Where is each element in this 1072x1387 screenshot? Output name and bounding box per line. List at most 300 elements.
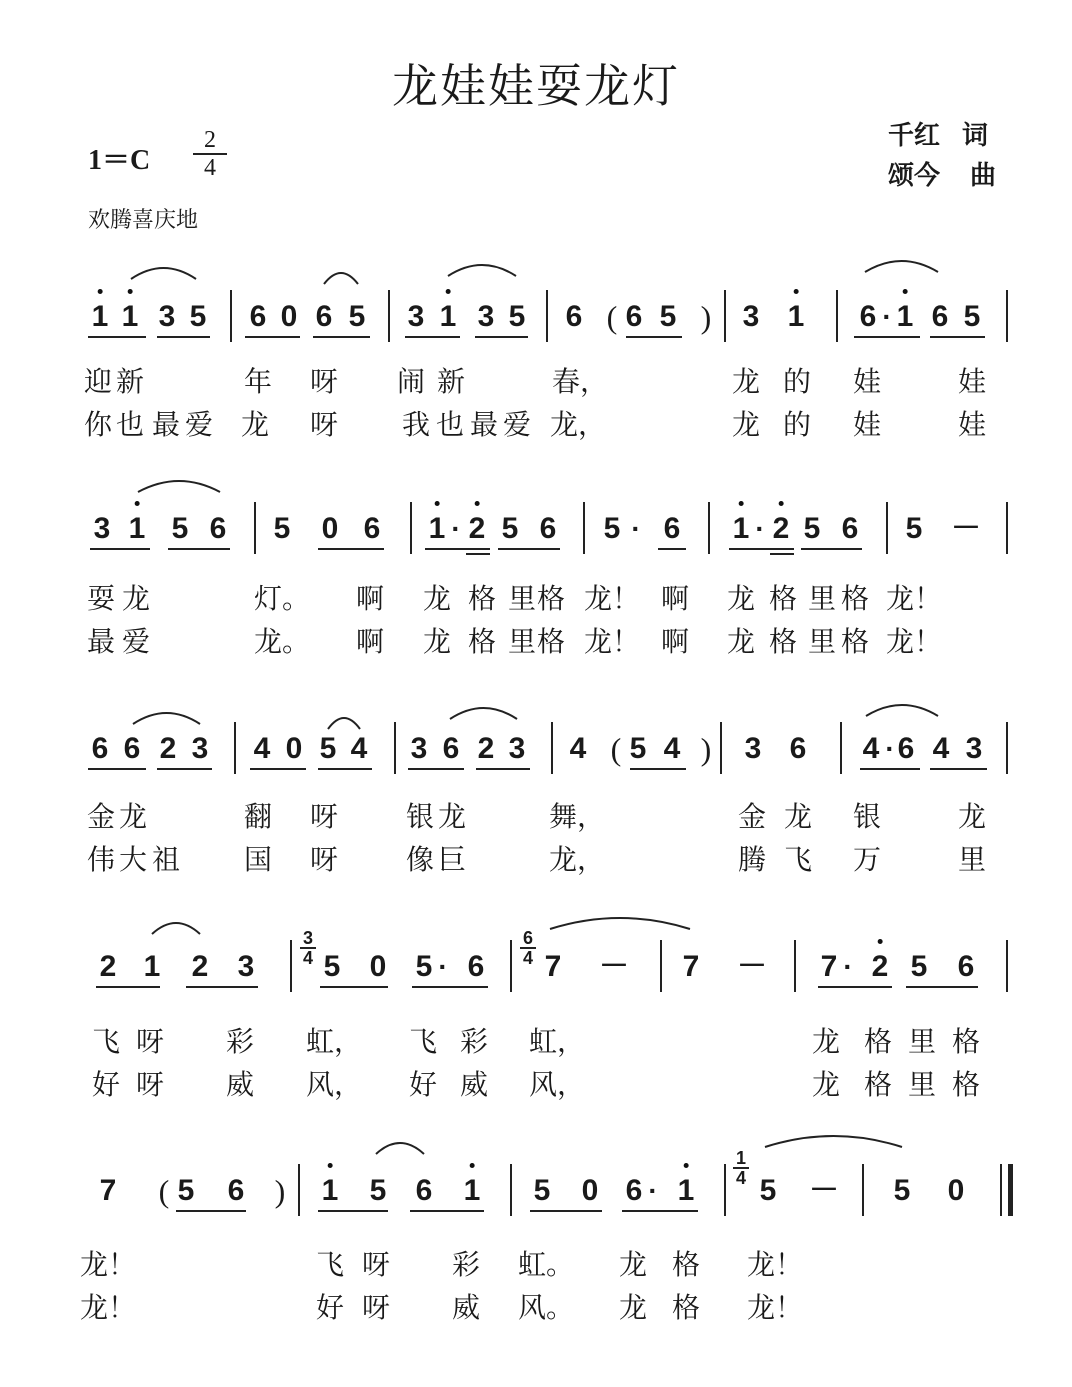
octave-dot (435, 501, 440, 506)
lyric-verse-1: 春， (551, 365, 609, 398)
note: 6 (363, 512, 381, 545)
lyric-verse-2: 里 (907, 1068, 937, 1101)
barline (1008, 1164, 1013, 1216)
augmentation-dot: · (882, 301, 892, 332)
lyric-verse-1: 银 (405, 800, 435, 833)
beam (88, 336, 146, 338)
paren: ( (610, 731, 622, 767)
note: 6 (897, 732, 915, 765)
note: 3 (191, 732, 209, 765)
lyric-verse-1: 龙！ (746, 1248, 804, 1281)
slur (864, 698, 940, 720)
lyric-verse-1: 格 (863, 1025, 893, 1058)
beam (88, 768, 146, 770)
note: － (809, 1174, 839, 1207)
lyric-verse-2: 龙！ (583, 625, 641, 658)
barline (840, 722, 842, 774)
lyric-verse-2: 娃 (852, 408, 882, 441)
octave-dot (446, 289, 451, 294)
note: 3 (508, 732, 526, 765)
note: 6 (663, 512, 681, 545)
lyric-verse-2: 格 (671, 1291, 701, 1324)
lyric-verse-1: 格 (467, 582, 497, 615)
lyric-verse-2: 巨 (437, 843, 467, 876)
beam (894, 768, 920, 770)
lyric-verse-2: 威 (459, 1068, 489, 1101)
lyric-verse-2: 腾 (737, 843, 767, 876)
augmentation-dot: · (438, 951, 448, 982)
lyric-verse-1: 呀 (309, 800, 339, 833)
note: 6 (625, 1174, 643, 1207)
lyric-verse-1: 新 (115, 365, 145, 398)
note: 6 (565, 300, 583, 333)
lyric-verse-1: 呀 (309, 365, 339, 398)
lyric-verse-2: 龙！ (79, 1291, 137, 1324)
lyric-verse-2: 呀 (309, 843, 339, 876)
lyric-verse-1: 飞 (91, 1025, 121, 1058)
lyric-verse-1: 彩 (459, 1025, 489, 1058)
lyric-verse-2: 也 (435, 408, 465, 441)
note: 1 (464, 1176, 481, 1206)
slur (326, 711, 362, 733)
note: 5 (533, 1174, 551, 1207)
note: 3 (744, 732, 762, 765)
lyric-verse-1: 虹， (305, 1025, 363, 1058)
lyric-verse-2: 龙 (618, 1291, 648, 1324)
lyric-verse-2: 啊 (660, 625, 690, 658)
lyric-verse-1: 龙 (437, 800, 467, 833)
beam (930, 768, 987, 770)
lyric-verse-1: 啊 (660, 582, 690, 615)
time-signature-top: 2 (204, 127, 216, 153)
note: 0 (369, 950, 387, 983)
key-signature: 1＝C (88, 145, 151, 176)
time-signature-bottom: 4 (204, 155, 216, 181)
augmentation-dot: · (648, 1175, 658, 1206)
lyric-verse-1: 啊 (355, 582, 385, 615)
beam (405, 336, 460, 338)
lyric-verse-2: 龙， (549, 408, 607, 441)
slur (131, 706, 202, 728)
barline (1000, 1164, 1002, 1216)
beam (157, 336, 210, 338)
note: 5 (319, 732, 337, 765)
note: 1 (122, 302, 139, 332)
note: 5 (348, 300, 366, 333)
lyric-verse-2: 格 (768, 625, 798, 658)
barline (394, 722, 396, 774)
lyric-verse-2: 呀 (309, 408, 339, 441)
note: － (951, 512, 981, 545)
lyric-verse-2: 飞 (783, 843, 813, 876)
note: 0 (285, 732, 303, 765)
slur (446, 258, 518, 280)
lyric-verse-2: 伟 (86, 843, 116, 876)
octave-dot (328, 1163, 333, 1168)
note: 5 (803, 512, 821, 545)
note: 5 (905, 512, 923, 545)
barline (410, 502, 412, 554)
lyric-verse-1: 格 (951, 1025, 981, 1058)
note: 2 (477, 732, 495, 765)
beam (186, 986, 258, 988)
note: 6 (625, 300, 643, 333)
slur (322, 266, 360, 288)
lyric-verse-2: 娃 (957, 408, 987, 441)
lyric-verse-2: 好 (408, 1068, 438, 1101)
note: 0 (280, 300, 298, 333)
slur (448, 701, 519, 723)
barline (1006, 722, 1008, 774)
beam (801, 548, 862, 550)
meter-bottom: 4 (522, 948, 533, 968)
lyric-verse-1: 彩 (225, 1025, 255, 1058)
meter-change (733, 1150, 749, 1186)
lyric-verse-1: 龙 (422, 582, 452, 615)
note: 5 (508, 300, 526, 333)
beam (250, 768, 306, 770)
note: 4 (350, 732, 368, 765)
note: 6 (209, 512, 227, 545)
beam (498, 548, 560, 550)
lyric-verse-2: 格 (536, 625, 566, 658)
beam (410, 1210, 484, 1212)
note: 1 (129, 514, 146, 544)
octave-dot (739, 501, 744, 506)
note: 3 (237, 950, 255, 983)
beam (674, 1210, 698, 1212)
beam (854, 336, 920, 338)
note: 1 (143, 950, 161, 983)
note: 5 (369, 1174, 387, 1207)
lyric-verse-1: 龙！ (79, 1248, 137, 1281)
lyric-verse-1: 龙 (957, 800, 987, 833)
barline (1006, 502, 1008, 554)
note: 7 (544, 950, 562, 983)
lyric-verse-1: 里 (907, 1025, 937, 1058)
lyric-verse-2: 大 (118, 843, 148, 876)
lyric-verse-1: 金 (86, 800, 116, 833)
augmentation-dot: · (885, 733, 895, 764)
lyric-verse-1: 里 (507, 582, 537, 615)
note: 4 (862, 732, 880, 765)
note: 6 (957, 950, 975, 983)
barline (724, 290, 726, 342)
note: 6 (249, 300, 267, 333)
meter-change (520, 930, 536, 966)
lyric-verse-2: 国 (243, 843, 273, 876)
barline (708, 502, 710, 554)
beam (318, 768, 372, 770)
augmentation-dot: · (631, 513, 641, 544)
octave-dot (128, 289, 133, 294)
note: 6 (789, 732, 807, 765)
barline (510, 1164, 512, 1216)
lyric-verse-1: 龙！ (583, 582, 641, 615)
beam (475, 336, 528, 338)
barline (290, 940, 292, 992)
lyric-verse-2: 龙 (731, 408, 761, 441)
barline (298, 1164, 300, 1216)
note: 2 (99, 950, 117, 983)
beam (313, 336, 370, 338)
lyric-verse-1: 里 (807, 582, 837, 615)
note: 5 (629, 732, 647, 765)
beam (176, 1210, 246, 1212)
song-title: 龙娃娃耍龙灯 (392, 59, 680, 113)
lyric-verse-2: 龙 (240, 408, 270, 441)
barline (724, 1164, 726, 1216)
barline (794, 940, 796, 992)
lyric-verse-2: 格 (951, 1068, 981, 1101)
lyric-verse-2: 格 (467, 625, 497, 658)
note: 2 (773, 514, 790, 544)
barline (1006, 940, 1008, 992)
beam (770, 553, 794, 555)
note: 3 (410, 732, 428, 765)
octave-dot (794, 289, 799, 294)
lyric-verse-1: 龙 (121, 582, 151, 615)
lyric-verse-2: 爱 (502, 408, 532, 441)
lyric-verse-1: 龙 (811, 1025, 841, 1058)
lyric-verse-2: 最 (151, 408, 181, 441)
slur (863, 254, 940, 276)
beam (626, 336, 682, 338)
lyric-verse-2: 格 (863, 1068, 893, 1101)
beam (476, 768, 530, 770)
note: 1 (788, 302, 805, 332)
note: 7 (820, 950, 838, 983)
note: 1 (440, 302, 457, 332)
note: 5 (910, 950, 928, 983)
lyric-verse-1: 的 (782, 365, 812, 398)
barline (583, 502, 585, 554)
note: 1 (322, 1176, 339, 1206)
note: 5 (893, 1174, 911, 1207)
lyric-verse-1: 格 (768, 582, 798, 615)
note: 1 (429, 514, 446, 544)
note: 5 (189, 300, 207, 333)
lyricist-name: 千红 (888, 121, 941, 151)
note: － (599, 950, 629, 983)
beam (930, 336, 985, 338)
barline (546, 290, 548, 342)
beam (464, 986, 488, 988)
meter-bottom: 4 (735, 1168, 746, 1188)
slur (374, 1136, 426, 1158)
note: 6 (227, 1174, 245, 1207)
paren: ) (700, 731, 712, 767)
augmentation-dot: · (843, 951, 853, 982)
octave-dot (779, 501, 784, 506)
note: 6 (123, 732, 141, 765)
lyric-verse-2: 龙！ (746, 1291, 804, 1324)
lyric-verse-1: 飞 (315, 1248, 345, 1281)
barline (388, 290, 390, 342)
note: 2 (159, 732, 177, 765)
note: 0 (321, 512, 339, 545)
slur (150, 916, 202, 938)
lyric-verse-1: 娃 (957, 365, 987, 398)
note: 1 (897, 302, 914, 332)
note: 6 (931, 300, 949, 333)
composer-role: 曲 (970, 161, 997, 191)
paren: ) (274, 1173, 286, 1209)
lyric-verse-1: 龙 (618, 1248, 648, 1281)
paren: ( (158, 1173, 170, 1209)
note: 5 (603, 512, 621, 545)
lyric-verse-1: 银 (852, 800, 882, 833)
barline (836, 290, 838, 342)
lyric-verse-2: 好 (315, 1291, 345, 1324)
augmentation-dot: · (755, 513, 765, 544)
barline (1006, 290, 1008, 342)
slur (136, 474, 222, 496)
note: 4 (932, 732, 950, 765)
lyric-verse-1: 格 (536, 582, 566, 615)
lyric-verse-2: 呀 (135, 1068, 165, 1101)
meter-bottom: 4 (302, 948, 313, 968)
lyric-verse-2: 爱 (184, 408, 214, 441)
lyric-verse-1: 年 (243, 365, 273, 398)
lyric-verse-2: 的 (782, 408, 812, 441)
note: 5 (659, 300, 677, 333)
note: 5 (415, 950, 433, 983)
lyric-verse-1: 娃 (852, 365, 882, 398)
beam (868, 986, 892, 988)
note: 7 (682, 950, 700, 983)
note: 1 (733, 514, 750, 544)
lyric-verse-2: 也 (115, 408, 145, 441)
beam (157, 768, 212, 770)
lyric-verse-1: 格 (671, 1248, 701, 1281)
lyric-verse-2: 风， (528, 1068, 586, 1101)
lyric-verse-1: 呀 (135, 1025, 165, 1058)
paren: ( (606, 299, 618, 335)
lyric-verse-1: 龙 (118, 800, 148, 833)
barline (230, 290, 232, 342)
note: 5 (759, 1174, 777, 1207)
lyric-verse-2: 啊 (355, 625, 385, 658)
barline (551, 722, 553, 774)
beam (245, 336, 300, 338)
lyric-verse-2: 最 (86, 625, 116, 658)
slur (548, 911, 692, 933)
beam (906, 986, 978, 988)
note: 4 (663, 732, 681, 765)
lyric-verse-1: 虹。 (517, 1248, 575, 1281)
barline (886, 502, 888, 554)
lyric-verse-2: 龙。 (253, 625, 311, 658)
lyric-verse-1: 虹， (528, 1025, 586, 1058)
note: 2 (191, 950, 209, 983)
lyric-verse-2: 里 (507, 625, 537, 658)
note: 3 (742, 300, 760, 333)
lyric-verse-2: 威 (225, 1068, 255, 1101)
lyric-verse-1: 龙！ (885, 582, 943, 615)
note: 6 (841, 512, 859, 545)
note: 3 (407, 300, 425, 333)
note: 6 (859, 300, 877, 333)
lyric-verse-1: 新 (436, 365, 466, 398)
note: 1 (678, 1176, 695, 1206)
lyric-verse-2: 祖 (151, 843, 181, 876)
barline (720, 722, 722, 774)
note: 1 (92, 302, 109, 332)
note: 5 (501, 512, 519, 545)
note: 3 (93, 512, 111, 545)
augmentation-dot: · (451, 513, 461, 544)
slur (763, 1129, 904, 1151)
note: 2 (872, 952, 889, 982)
barline (510, 940, 512, 992)
lyric-verse-2: 呀 (361, 1291, 391, 1324)
lyric-verse-2: 威 (451, 1291, 481, 1324)
lyric-verse-2: 我 (401, 408, 431, 441)
beam (96, 986, 160, 988)
lyric-verse-2: 龙 (811, 1068, 841, 1101)
lyric-verse-1: 飞 (408, 1025, 438, 1058)
note: 3 (477, 300, 495, 333)
meter-top: 3 (302, 928, 313, 948)
lyric-verse-2: 好 (91, 1068, 121, 1101)
lyric-verse-1: 龙 (783, 800, 813, 833)
note: 0 (581, 1174, 599, 1207)
note: 6 (442, 732, 460, 765)
barline (862, 1164, 864, 1216)
octave-dot (470, 1163, 475, 1168)
octave-dot (98, 289, 103, 294)
lyric-verse-1: 翻 (243, 800, 273, 833)
beam (425, 548, 490, 550)
octave-dot (903, 289, 908, 294)
note: 6 (315, 300, 333, 333)
meter-change (300, 930, 316, 966)
lyric-verse-2: 爱 (121, 625, 151, 658)
tempo-marking: 欢腾喜庆地 (88, 208, 199, 233)
lyric-verse-1: 龙 (731, 365, 761, 398)
beam (318, 548, 384, 550)
note: 2 (469, 514, 486, 544)
lyric-verse-1: 龙 (726, 582, 756, 615)
beam (320, 986, 388, 988)
note: 6 (91, 732, 109, 765)
note: 3 (965, 732, 983, 765)
lyric-verse-1: 耍 (86, 582, 116, 615)
barline (234, 722, 236, 774)
beam (318, 1210, 388, 1212)
beam (408, 768, 464, 770)
lyric-verse-2: 万 (852, 843, 882, 876)
note: 0 (947, 1174, 965, 1207)
note: － (737, 950, 767, 983)
note: 5 (171, 512, 189, 545)
lyric-verse-2: 风。 (517, 1291, 575, 1324)
lyric-verse-2: 里 (807, 625, 837, 658)
lyric-verse-1: 迎 (83, 365, 113, 398)
note: 5 (963, 300, 981, 333)
paren: ) (700, 299, 712, 335)
lyric-verse-2: 龙 (726, 625, 756, 658)
slur (129, 261, 198, 283)
lyric-verse-2: 龙， (548, 843, 606, 876)
note: 6 (539, 512, 557, 545)
beam (658, 548, 686, 550)
lyric-verse-2: 最 (469, 408, 499, 441)
note: 5 (323, 950, 341, 983)
note: 5 (273, 512, 291, 545)
lyric-verse-2: 里 (957, 843, 987, 876)
